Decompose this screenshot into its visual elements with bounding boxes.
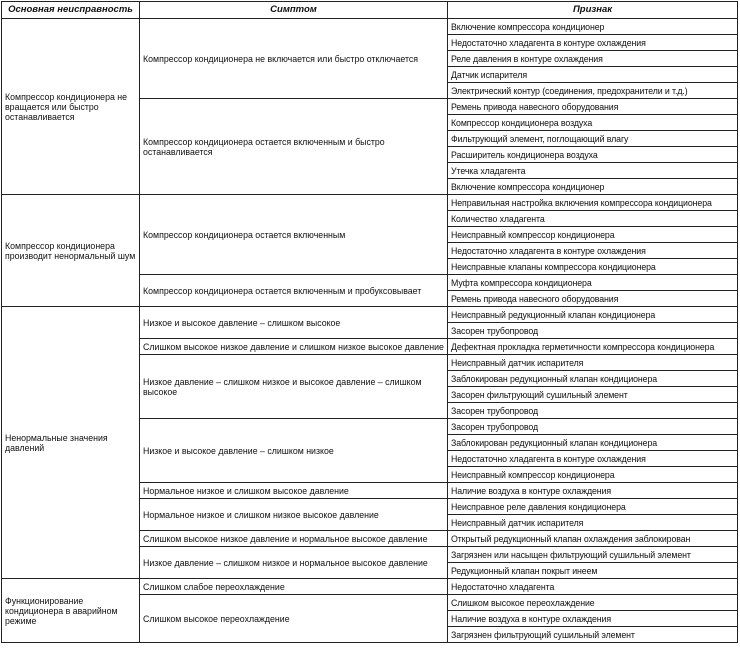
- diagnostic-table: [1, 1, 738, 643]
- header-symptom: Симптом: [140, 2, 448, 19]
- sign-cell: Датчик испарителя: [448, 67, 738, 83]
- sign-cell: Наличие воздуха в контуре охлаждения: [448, 483, 738, 499]
- sign-cell: Открытый редукционный клапан охлаждения заблокирован: [448, 531, 738, 547]
- sign-cell: Неправильная настройка включения компрессора кондиционера: [448, 195, 738, 211]
- sign-cell: Количество хладагента: [448, 211, 738, 227]
- fault-cell: Компрессор кондиционера не вращается или быстро останавливается: [2, 19, 140, 195]
- sign-cell: Электрический контур (соединения, предохранители и т.д.): [448, 83, 738, 99]
- sign-cell: Недостаточно хладагента в контуре охлаждения: [448, 243, 738, 259]
- sign-cell: Загрязнен фильтрующий сушильный элемент: [448, 627, 738, 643]
- symptom-cell: Низкое давление – слишком низкое и высокое давление – слишком высокое: [140, 355, 448, 419]
- sign-cell: Компрессор кондиционера воздуха: [448, 115, 738, 131]
- sign-cell: Засорен фильтрующий сушильный элемент: [448, 387, 738, 403]
- header-row: [2, 2, 738, 19]
- header-sign: Признак: [448, 2, 738, 19]
- sign-cell: Недостаточно хладагента: [448, 579, 738, 595]
- sign-cell: Загрязнен или насыщен фильтрующий сушильный элемент: [448, 547, 738, 563]
- sign-cell: Неисправный датчик испарителя: [448, 515, 738, 531]
- sign-cell: Ремень привода навесного оборудования: [448, 291, 738, 307]
- sign-cell: Неисправный редукционный клапан кондиционера: [448, 307, 738, 323]
- sign-cell: Засорен трубопровод: [448, 419, 738, 435]
- table-row: [2, 579, 738, 595]
- sign-cell: Неисправный компрессор кондиционера: [448, 227, 738, 243]
- symptom-cell: Слишком высокое низкое давление и нормальное высокое давление: [140, 531, 448, 547]
- table-row: [2, 195, 738, 211]
- sign-cell: Ремень привода навесного оборудования: [448, 99, 738, 115]
- symptom-cell: Слишком высокое переохлаждение: [140, 595, 448, 643]
- table-body: [2, 19, 738, 643]
- symptom-cell: Слишком слабое переохлаждение: [140, 579, 448, 595]
- symptom-cell: Низкое и высокое давление – слишком низкое: [140, 419, 448, 483]
- symptom-cell: Компрессор кондиционера не включается или быстро отключается: [140, 19, 448, 99]
- symptom-cell: Компрессор кондиционера остается включенным и быстро останавливается: [140, 99, 448, 195]
- table-row: [2, 19, 738, 35]
- sign-cell: Неисправный датчик испарителя: [448, 355, 738, 371]
- symptom-cell: Низкое давление – слишком низкое и нормальное высокое давление: [140, 547, 448, 579]
- symptom-cell: Слишком высокое низкое давление и слишком низкое высокое давление: [140, 339, 448, 355]
- sign-cell: Заблокирован редукционный клапан кондиционера: [448, 371, 738, 387]
- sign-cell: Засорен трубопровод: [448, 403, 738, 419]
- fault-cell: Компрессор кондиционера производит ненормальный шум: [2, 195, 140, 307]
- symptom-cell: Нормальное низкое и слишком высокое давление: [140, 483, 448, 499]
- symptom-cell: Низкое и высокое давление – слишком высокое: [140, 307, 448, 339]
- sign-cell: Засорен трубопровод: [448, 323, 738, 339]
- sign-cell: Наличие воздуха в контуре охлаждения: [448, 611, 738, 627]
- header-fault: Основная неисправность: [2, 2, 140, 19]
- sign-cell: Слишком высокое переохлаждение: [448, 595, 738, 611]
- sign-cell: Дефектная прокладка герметичности компрессора кондиционера: [448, 339, 738, 355]
- fault-cell: Ненормальные значения давлений: [2, 307, 140, 579]
- sign-cell: Муфта компрессора кондиционера: [448, 275, 738, 291]
- sign-cell: Реле давления в контуре охлаждения: [448, 51, 738, 67]
- table-row: [2, 307, 738, 323]
- sign-cell: Утечка хладагента: [448, 163, 738, 179]
- sign-cell: Неисправный компрессор кондиционера: [448, 467, 738, 483]
- sign-cell: Заблокирован редукционный клапан кондиционера: [448, 435, 738, 451]
- symptom-cell: Нормальное низкое и слишком низкое высокое давление: [140, 499, 448, 531]
- symptom-cell: Компрессор кондиционера остается включенным и пробуксовывает: [140, 275, 448, 307]
- sign-cell: Неисправное реле давления кондиционера: [448, 499, 738, 515]
- sign-cell: Неисправные клапаны компрессора кондиционера: [448, 259, 738, 275]
- symptom-cell: Компрессор кондиционера остается включенным: [140, 195, 448, 275]
- sign-cell: Расширитель кондиционера воздуха: [448, 147, 738, 163]
- sign-cell: Включение компрессора кондиционер: [448, 179, 738, 195]
- sign-cell: Фильтрующий элемент, поглощающий влагу: [448, 131, 738, 147]
- sign-cell: Включение компрессора кондиционер: [448, 19, 738, 35]
- fault-cell: Функционирование кондиционера в аварийном режиме: [2, 579, 140, 643]
- sign-cell: Недостаточно хладагента в контуре охлаждения: [448, 451, 738, 467]
- sign-cell: Редукционный клапан покрыт инеем: [448, 563, 738, 579]
- sign-cell: Недостаточно хладагента в контуре охлаждения: [448, 35, 738, 51]
